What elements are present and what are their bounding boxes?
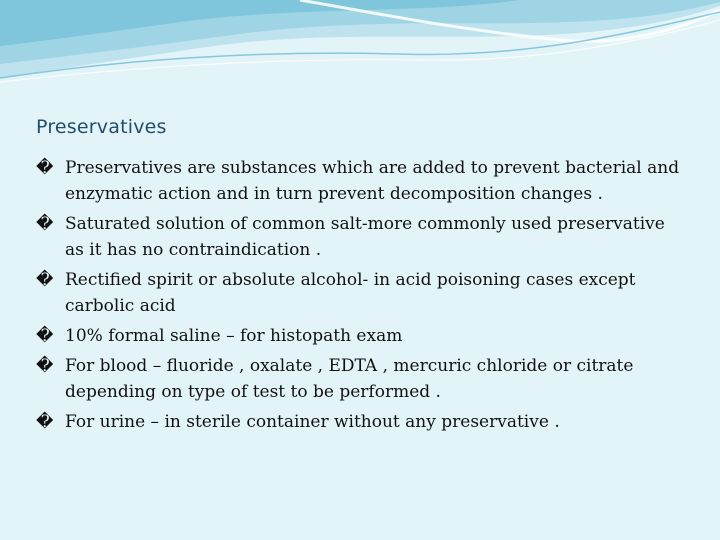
- bullet-marker-icon: �: [36, 412, 54, 432]
- bullet-marker-icon: �: [36, 158, 54, 178]
- bullet-text: For blood – fluoride , oxalate , EDTA , mercuric chloride or citrate depending on type of test to be performed .: [65, 356, 634, 402]
- bullet-marker-icon: �: [36, 270, 54, 290]
- bullet-item: [36, 211, 686, 263]
- bullet-text: For urine – in sterile container without any preservative .: [65, 412, 560, 432]
- bullet-item: [36, 353, 686, 405]
- bullet-text: 10% formal saline – for histopath exam: [65, 326, 403, 346]
- bullet-text: Saturated solution of common salt-more commonly used preservative as it has no contraindication .: [65, 214, 665, 260]
- bullet-item: [36, 155, 686, 207]
- bullet-text: Rectified spirit or absolute alcohol- in acid poisoning cases except carbolic acid: [65, 270, 636, 316]
- bullet-list: [36, 155, 686, 439]
- bullet-text: Preservatives are substances which are added to prevent bacterial and enzymatic action and in turn prevent decomposition changes .: [65, 158, 680, 204]
- header-wave-decoration: [0, 0, 720, 90]
- bullet-item: [36, 323, 686, 349]
- bullet-marker-icon: �: [36, 214, 54, 234]
- slide-title: Preservatives: [36, 116, 167, 138]
- bullet-marker-icon: �: [36, 356, 54, 376]
- bullet-marker-icon: �: [36, 326, 54, 346]
- bullet-item: [36, 267, 686, 319]
- bullet-item: [36, 409, 686, 435]
